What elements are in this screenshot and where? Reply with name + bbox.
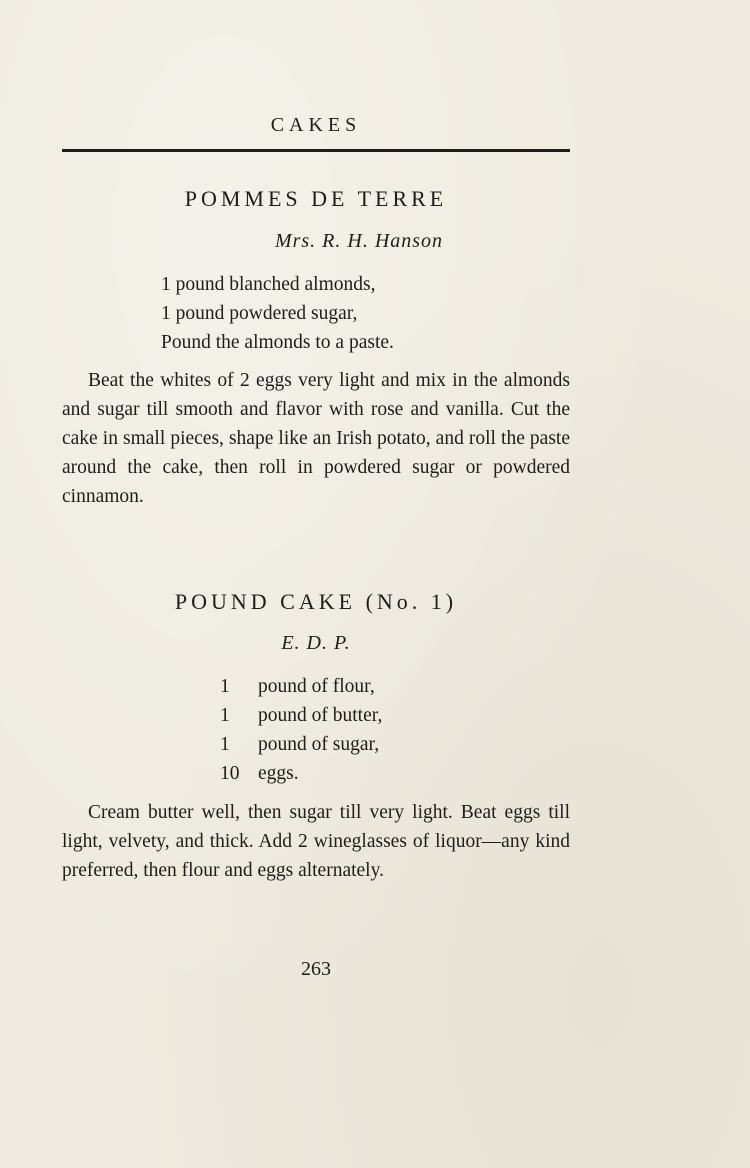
ingredient-text: pound of butter,	[258, 705, 383, 726]
recipe-directions: Cream butter well, then sugar till very light. Beat eggs till light, velvety, and thick. Add 2 wineglasses of liquor—any kind preferred, then flour and eggs alternately.	[62, 802, 570, 881]
ingredient-quantity: 1	[220, 734, 230, 755]
ingredient-line	[220, 730, 382, 759]
header-rule	[62, 149, 570, 152]
recipe-title: POMMES DE TERRE	[184, 186, 448, 211]
running-head: CAKES	[270, 114, 362, 136]
ingredient-quantity: 1	[220, 705, 230, 726]
ingredient-line: Pound the almonds to a paste.	[161, 332, 394, 353]
ingredient-list	[161, 270, 394, 357]
ingredient-text: pound of flour,	[258, 676, 375, 697]
ingredient-line	[220, 672, 382, 701]
ingredient-line: 1 pound blanched almonds,	[161, 274, 376, 295]
ingredient-line	[220, 759, 382, 788]
ingredient-text: eggs.	[258, 763, 299, 784]
recipe-author: E. D. P.	[281, 632, 351, 654]
ingredient-text: pound of sugar,	[258, 734, 380, 755]
page-number: 263	[301, 958, 331, 980]
ingredient-quantity: 1	[220, 676, 230, 697]
ingredient-line: 1 pound powdered sugar,	[161, 303, 358, 324]
ingredient-line	[220, 701, 382, 730]
ingredient-list	[220, 672, 382, 788]
recipe-title: POUND CAKE (No. 1)	[174, 589, 458, 614]
recipe-author: Mrs. R. H. Hanson	[274, 230, 444, 252]
ingredient-quantity: 10	[220, 763, 240, 784]
recipe-directions: Beat the whites of 2 eggs very light and mix in the almonds and sugar till smooth and flavor with rose and vanilla. Cut the cake in small pieces, shape like an Irish potato, and roll the paste around the cake, then roll in powdered sugar or powdered cinnamon.	[62, 370, 570, 507]
